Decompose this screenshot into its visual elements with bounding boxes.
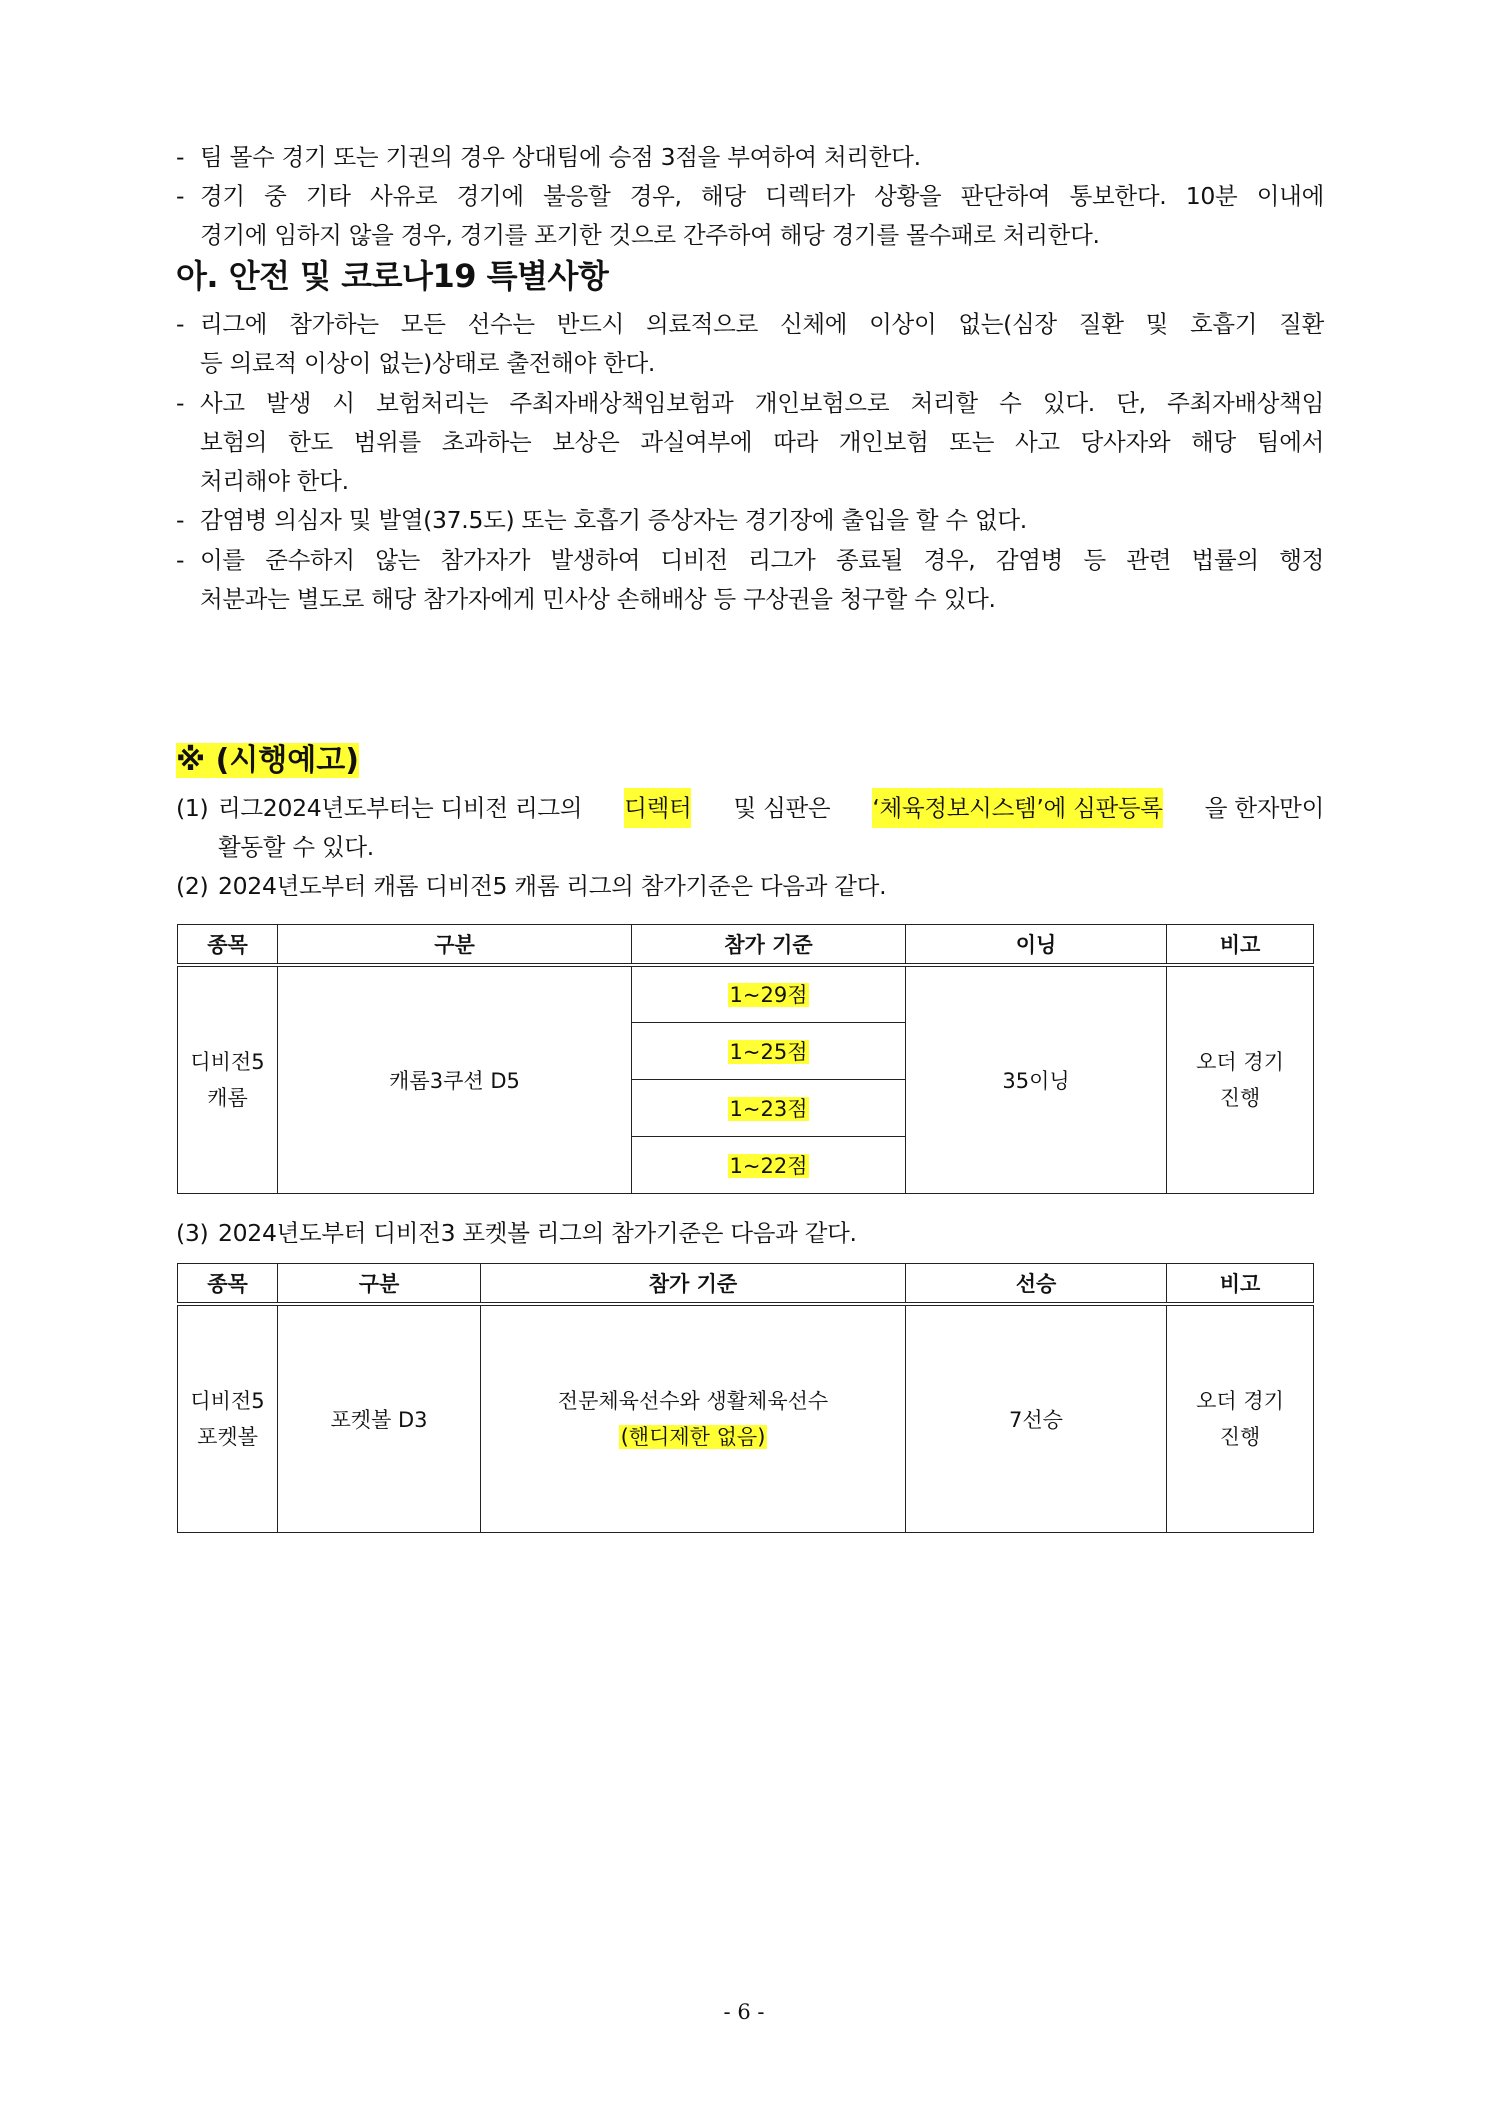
notice-item-3: (3) 2024년도부터 디비전3 포켓볼 리그의 참가기준은 다음과 같다. — [176, 1219, 857, 1247]
header-cell: 비고 — [1167, 925, 1314, 966]
safety-line: - 감염병 의심자 및 발열(37.5도) 또는 호흡기 증상자는 경기장에 출입을 할 수 없다. — [176, 506, 1027, 534]
pocketball-criteria-table — [177, 1263, 1314, 1533]
rule-line: - 경기 중 기타 사유로 경기에 불응할 경우, 해당 디렉터가 상황을 판단하여 통보한다. 10분 이내에 — [176, 182, 1324, 210]
header-cell: 참가 기준 — [632, 925, 906, 966]
note-cell: 오더 경기 진행 — [1167, 1304, 1314, 1532]
note-cell: 오더 경기 진행 — [1167, 965, 1314, 1193]
innings-cell: 35이닝 — [906, 965, 1167, 1193]
criteria-cell: 1~29점 — [632, 965, 906, 1022]
page-number: - 6 - — [723, 2000, 765, 2024]
header-cell: 이닝 — [906, 925, 1167, 966]
rule-line: 경기에 임하지 않을 경우, 경기를 포기한 것으로 간주하여 해당 경기를 몰수패로 처리한다. — [200, 221, 1100, 249]
notice-item-1-cont: 활동할 수 있다. — [218, 833, 374, 861]
carom-criteria-table — [177, 924, 1314, 1194]
safety-line: - 이를 준수하지 않는 참가자가 발생하여 디비전 리그가 종료될 경우, 감염병 등 관련 법률의 행정 — [176, 546, 1324, 574]
event-cell: 디비전5 포켓볼 — [178, 1304, 278, 1532]
notice-item-2: (2) 2024년도부터 캐롬 디비전5 캐롬 리그의 참가기준은 다음과 같다. — [176, 872, 887, 900]
safety-line: - 리그에 참가하는 모든 선수는 반드시 의료적으로 신체에 이상이 없는(심장 질환 및 호흡기 질환 — [176, 310, 1324, 338]
header-cell: 구분 — [278, 1264, 481, 1305]
criteria-cell: 1~25점 — [632, 1022, 906, 1079]
criteria-cell: 1~23점 — [632, 1079, 906, 1136]
header-cell: 비고 — [1167, 1264, 1314, 1305]
safety-line: 보험의 한도 범위를 초과하는 보상은 과실여부에 따라 개인보험 또는 사고 당사자와 해당 팀에서 — [200, 428, 1324, 456]
header-cell: 종목 — [178, 925, 278, 966]
category-cell: 캐롬3쿠션 D5 — [278, 965, 632, 1193]
event-cell: 디비전5 캐롬 — [178, 965, 278, 1193]
safety-line: - 사고 발생 시 보험처리는 주최자배상책임보험과 개인보험으로 처리할 수 있다. 단, 주최자배상책임 — [176, 389, 1324, 417]
notice-heading: ※ (시행예고) — [176, 743, 359, 778]
table-header-row — [178, 925, 1314, 966]
safety-line: 처리해야 한다. — [200, 467, 349, 495]
header-cell: 종목 — [178, 1264, 278, 1305]
safety-line: 등 의료적 이상이 없는)상태로 출전해야 한다. — [200, 349, 656, 377]
rule-line: - 팀 몰수 경기 또는 기권의 경우 상대팀에 승점 3점을 부여하여 처리한다. — [176, 143, 921, 171]
wins-cell: 7선승 — [906, 1304, 1167, 1532]
notice-item-1: (1) 리그2024년도부터는 디비전 리그의 디렉터 및 심판은 ‘체육정보시스템’에 심판등록 을 한자만이 — [176, 788, 1324, 828]
category-cell: 포켓볼 D3 — [278, 1304, 481, 1532]
header-cell: 참가 기준 — [481, 1264, 906, 1305]
criteria-cell: 1~22점 — [632, 1136, 906, 1193]
safety-line: 처분과는 별도로 해당 참가자에게 민사상 손해배상 등 구상권을 청구할 수 있다. — [200, 585, 996, 613]
table-header-row — [178, 1264, 1314, 1305]
table-row — [178, 965, 1314, 1022]
header-cell: 선승 — [906, 1264, 1167, 1305]
section-heading: 아. 안전 및 코로나19 특별사항 — [176, 257, 609, 295]
criteria-cell: 전문체육선수와 생활체육선수 (핸디제한 없음) — [481, 1304, 906, 1532]
notice-item-1-text: 리그2024년도부터는 디비전 리그의 디렉터 및 심판은 ‘체육정보시스템’에 심판등록 을 한자만이 — [218, 788, 1324, 828]
header-cell: 구분 — [278, 925, 632, 966]
table-row — [178, 1304, 1314, 1532]
